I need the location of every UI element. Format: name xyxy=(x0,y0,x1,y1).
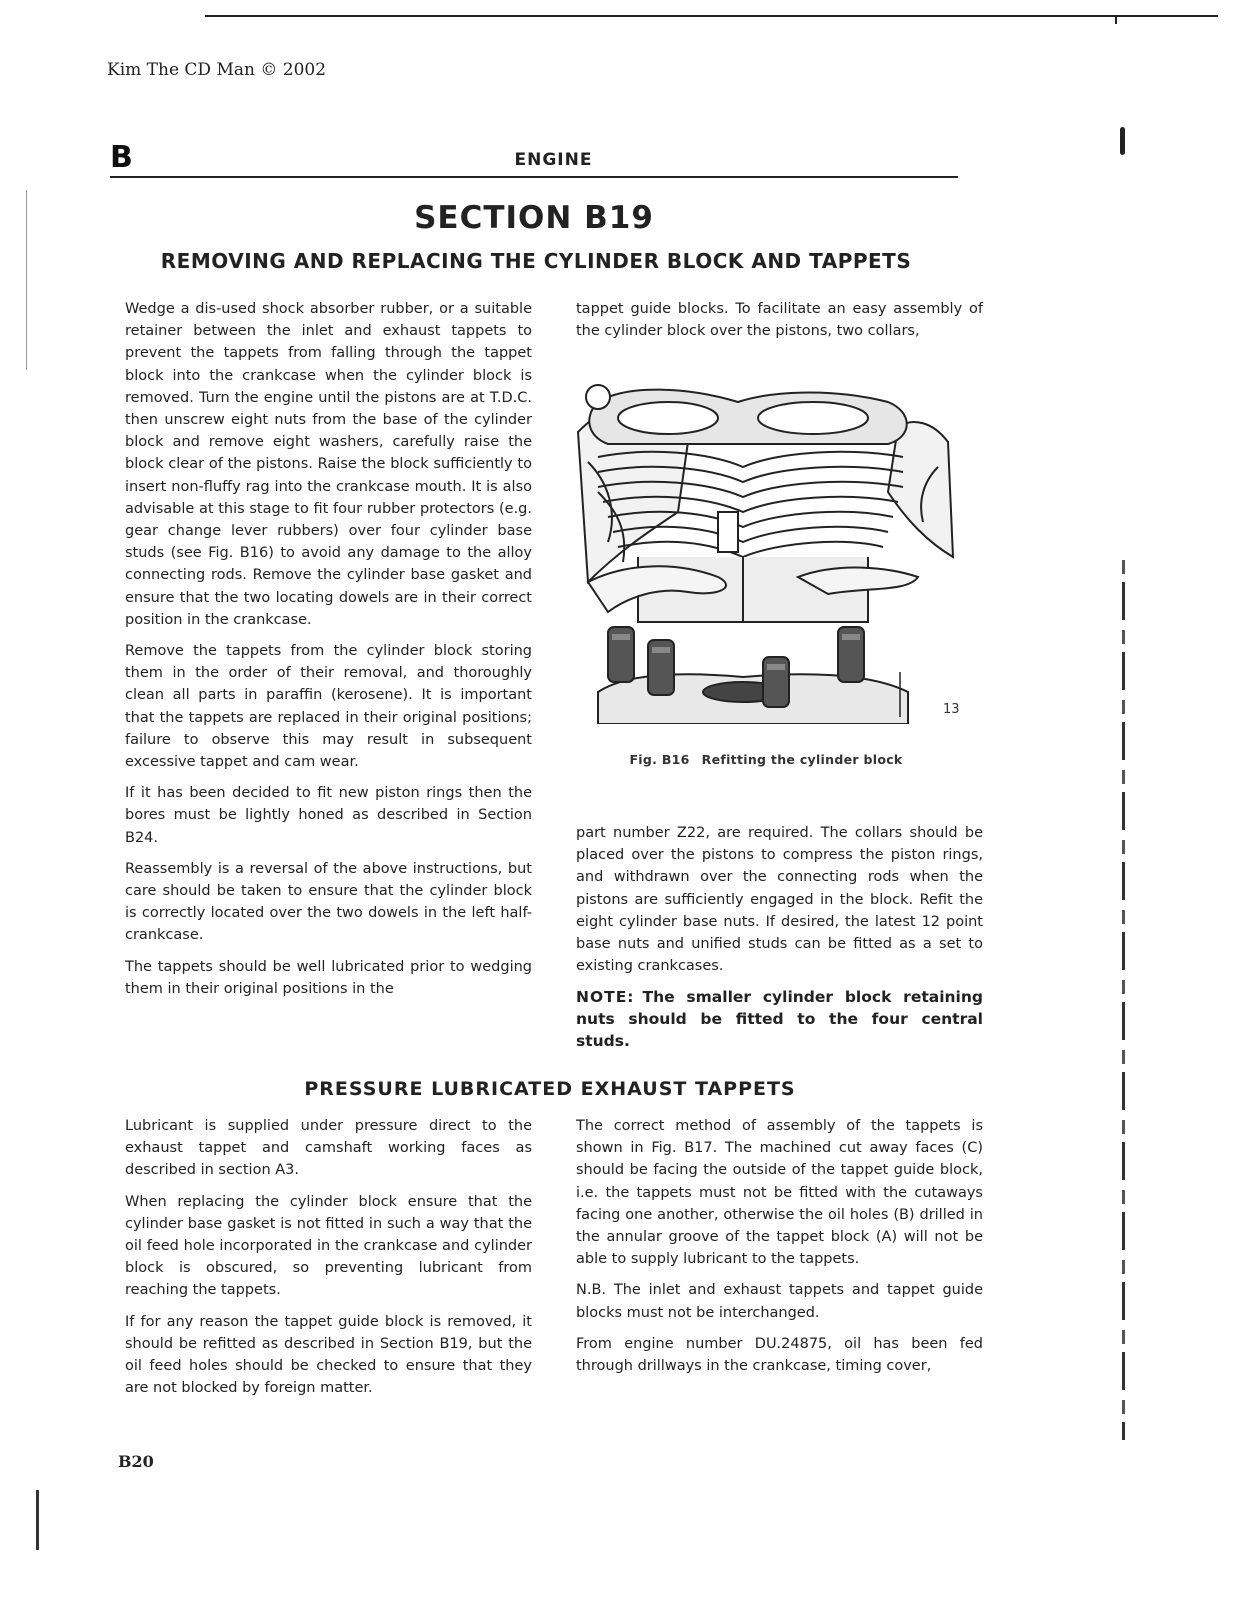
page-number: B20 xyxy=(118,1452,154,1471)
paragraph: Wedge a dis-used shock absorber rubber, or a suitable retainer between the inlet and exhaust tappets to prevent the tappets from falling through the tappet block into the crankcase when the cylinder block is removed. Turn the engine until the pistons are at T.D.C. then unscrew eight nuts from the base of the cylinder block and remove eight washers, carefully raise the block clear of the pistons. Raise the block sufficiently to insert non-fluffy rag into the crankcase mouth. It is also advisable at this stage to fit four rubber protectors (e.g. gear change lever rubbers) over four cylinder base studs (see Fig. B16) to avoid any damage to the alloy connecting rods. Remove the cylinder base gasket and ensure that the two locating dowels are in their correct position in the crankcase. xyxy=(125,301,532,628)
section-subtitle: REMOVING AND REPLACING THE CYLINDER BLOCK AND TAPPETS xyxy=(160,249,912,273)
section-title: SECTION B19 xyxy=(414,200,654,236)
note-text: The smaller cylinder block retaining nuts should be fitted to the four central studs. xyxy=(576,988,983,1051)
top-rule xyxy=(205,15,1218,17)
figure-caption-label: Fig. B16 xyxy=(629,752,690,767)
paragraph: N.B. The inlet and exhaust tappets and tappet guide blocks must not be interchanged. xyxy=(576,1282,983,1321)
scan-mark xyxy=(1120,127,1125,155)
paragraph: part number Z22, are required. The collars should be placed over the pistons to compress the piston rings, and withdrawn over the connecting rods when the pistons are sufficiently engaged in the block. Refit the eight cylinder base nuts. If desired, the latest 12 point base nuts and unified studs can be fitted as a set to existing crankcases. xyxy=(576,825,983,975)
column-left-bottom xyxy=(125,1115,532,1408)
column-right-bottom xyxy=(576,1115,983,1386)
paragraph: tappet guide blocks. To facilitate an easy assembly of the cylinder block over the pistons, two collars, xyxy=(576,301,983,340)
scan-edge-left xyxy=(26,190,27,370)
paragraph: The correct method of assembly of the tappets is shown in Fig. B17. The machined cut away faces (C) should be facing the outside of the tappet guide block, i.e. the tappets must not be fitted with the cutaways facing one another, otherwise the oil holes (B) drilled in the annular groove of the tappet block (A) will not be able to supply lubricant to the tappets. xyxy=(576,1118,983,1268)
paragraph: If for any reason the tappet guide block is removed, it should be refitted as described in Section B19, but the oil feed holes should be checked to ensure that they are not blocked by foreign matter. xyxy=(125,1313,532,1397)
paragraph: Reassembly is a reversal of the above instructions, but care should be taken to ensure that the cylinder block is correctly located over the two dowels in the left half-crankcase. xyxy=(125,860,532,944)
chapter-title: ENGINE xyxy=(514,150,593,170)
header-rule xyxy=(110,176,958,178)
note-label: NOTE: xyxy=(576,988,635,1007)
column-right-middle xyxy=(576,822,983,1052)
column-right-top xyxy=(576,298,983,351)
paragraph: The tappets should be well lubricated prior to wedging them in their original positions in the xyxy=(125,958,532,997)
note-block xyxy=(576,986,983,1052)
scan-edge-right xyxy=(1122,560,1125,1440)
section-letter: B xyxy=(110,140,133,175)
figure-cylinder-block-illustration xyxy=(568,372,958,724)
paragraph: If it has been decided to fit new piston rings then the bores must be lightly honed as described in Section B24. xyxy=(125,785,532,846)
paragraph: From engine number DU.24875, oil has been fed through drillways in the crankcase, timing cover, xyxy=(576,1335,983,1375)
paragraph: Lubricant is supplied under pressure direct to the exhaust tappet and camshaft working faces as described in section A3. xyxy=(125,1118,532,1179)
figure-number: 13 xyxy=(943,702,960,717)
section-heading-pressure-lubricated: PRESSURE LUBRICATED EXHAUST TAPPETS xyxy=(304,1078,796,1100)
column-left-top xyxy=(125,298,532,1009)
figure-caption xyxy=(576,752,956,767)
copyright-notice: Kim The CD Man © 2002 xyxy=(107,60,327,80)
paragraph: Remove the tappets from the cylinder block storing them in the order of their removal, and thoroughly clean all parts in paraffin (kerosene). It is important that the tappets are replaced in their original positions; failure to observe this may result in subsequent excessive tappet and cam wear. xyxy=(125,643,532,771)
scan-edge-left-bottom xyxy=(36,1490,39,1550)
top-rule-tick xyxy=(1115,16,1117,24)
paragraph: When replacing the cylinder block ensure that the cylinder base gasket is not fitted in such a way that the oil feed hole incorporated in the crankcase and cylinder block is obscured, so preventing lubricant from reaching the tappets. xyxy=(125,1193,532,1299)
figure-caption-text: Refitting the cylinder block xyxy=(701,752,903,767)
